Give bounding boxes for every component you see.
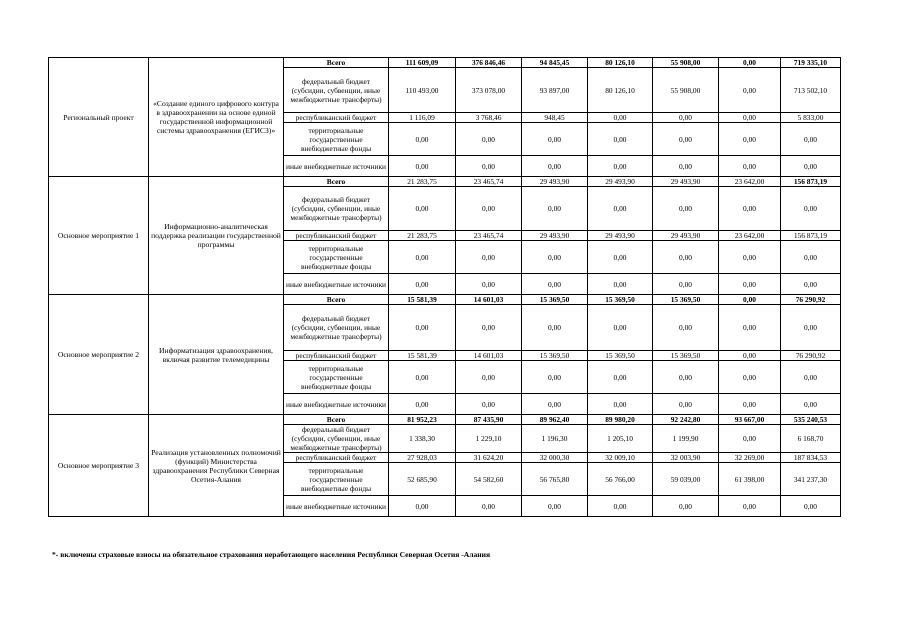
value-cell: 89 962,40 <box>522 415 588 425</box>
value-cell: 0,00 <box>719 241 781 274</box>
value-cell: 0,00 <box>719 113 781 123</box>
funding-source-cell: иные внебюджетные источники <box>284 496 389 517</box>
value-cell: 0,00 <box>456 123 522 156</box>
value-cell: 1 199,90 <box>653 425 719 453</box>
value-cell: 0,00 <box>522 361 588 394</box>
table-row <box>49 177 841 187</box>
funding-source-cell: Всего <box>284 58 389 68</box>
value-cell: 948,45 <box>522 113 588 123</box>
value-cell: 93 897,00 <box>522 68 588 113</box>
value-cell: 0,00 <box>522 496 588 517</box>
section-description-cell: Информационно-аналитическая поддержка реализации государственной программы <box>149 177 284 295</box>
table-row <box>49 415 841 425</box>
value-cell: 15 369,50 <box>653 295 719 305</box>
value-cell: 1 205,10 <box>588 425 653 453</box>
value-cell: 0,00 <box>522 274 588 295</box>
value-cell: 0,00 <box>588 305 653 351</box>
value-cell: 0,00 <box>719 274 781 295</box>
value-cell: 0,00 <box>719 361 781 394</box>
value-cell: 0,00 <box>389 305 456 351</box>
value-cell: 0,00 <box>456 187 522 231</box>
value-cell: 14 601,03 <box>456 295 522 305</box>
value-cell: 0,00 <box>781 496 841 517</box>
value-cell: 0,00 <box>389 241 456 274</box>
value-cell: 1 229,10 <box>456 425 522 453</box>
value-cell: 719 335,10 <box>781 58 841 68</box>
value-cell: 341 237,30 <box>781 463 841 496</box>
value-cell: 29 493,90 <box>588 231 653 241</box>
value-cell: 0,00 <box>588 274 653 295</box>
footnote: *- включены страховые взносы на обязательное страхования неработающего населения Республики Северная Осетия -Алания <box>52 550 491 559</box>
value-cell: 0,00 <box>719 295 781 305</box>
value-cell: 0,00 <box>653 394 719 415</box>
table-row <box>49 58 841 68</box>
section-type-cell: Основное мероприятие 1 <box>49 177 149 295</box>
value-cell: 15 369,50 <box>588 295 653 305</box>
funding-source-cell: территориальные государственные внебюджетные фонды <box>284 463 389 496</box>
value-cell: 61 398,00 <box>719 463 781 496</box>
value-cell: 31 624,20 <box>456 453 522 463</box>
value-cell: 0,00 <box>588 187 653 231</box>
value-cell: 0,00 <box>781 156 841 177</box>
value-cell: 713 502,10 <box>781 68 841 113</box>
value-cell: 93 667,00 <box>719 415 781 425</box>
value-cell: 0,00 <box>719 394 781 415</box>
value-cell: 0,00 <box>588 241 653 274</box>
value-cell: 0,00 <box>719 187 781 231</box>
value-cell: 0,00 <box>653 187 719 231</box>
section-type-cell: Основное мероприятие 3 <box>49 415 149 517</box>
funding-source-cell: республиканский бюджет <box>284 351 389 361</box>
value-cell: 0,00 <box>389 274 456 295</box>
funding-source-cell: Всего <box>284 415 389 425</box>
value-cell: 156 873,19 <box>781 177 841 187</box>
value-cell: 0,00 <box>522 241 588 274</box>
value-cell: 0,00 <box>653 113 719 123</box>
value-cell: 0,00 <box>781 394 841 415</box>
value-cell: 0,00 <box>588 123 653 156</box>
funding-source-cell: федеральный бюджет (субсидии, субвенции, иные межбюджетные трансферты) <box>284 425 389 453</box>
value-cell: 0,00 <box>588 496 653 517</box>
value-cell: 0,00 <box>389 394 456 415</box>
value-cell: 0,00 <box>719 58 781 68</box>
value-cell: 376 846,46 <box>456 58 522 68</box>
value-cell: 373 078,00 <box>456 68 522 113</box>
funding-source-cell: территориальные государственные внебюджетные фонды <box>284 361 389 394</box>
value-cell: 0,00 <box>588 394 653 415</box>
value-cell: 29 493,90 <box>522 231 588 241</box>
value-cell: 0,00 <box>719 156 781 177</box>
value-cell: 0,00 <box>781 305 841 351</box>
value-cell: 52 685,90 <box>389 463 456 496</box>
funding-source-cell: республиканский бюджет <box>284 113 389 123</box>
value-cell: 0,00 <box>781 361 841 394</box>
funding-source-cell: Всего <box>284 295 389 305</box>
value-cell: 0,00 <box>653 361 719 394</box>
section-type-cell: Основное мероприятие 2 <box>49 295 149 415</box>
value-cell: 29 493,90 <box>653 177 719 187</box>
value-cell: 15 369,50 <box>522 351 588 361</box>
value-cell: 56 766,00 <box>588 463 653 496</box>
section-type-cell: Региональный проект <box>49 58 149 177</box>
value-cell: 0,00 <box>719 425 781 453</box>
value-cell: 0,00 <box>719 496 781 517</box>
value-cell: 0,00 <box>522 394 588 415</box>
funding-source-cell: республиканский бюджет <box>284 231 389 241</box>
value-cell: 15 369,50 <box>522 295 588 305</box>
funding-source-cell: территориальные государственные внебюджетные фонды <box>284 123 389 156</box>
value-cell: 59 039,00 <box>653 463 719 496</box>
value-cell: 0,00 <box>653 274 719 295</box>
value-cell: 0,00 <box>389 123 456 156</box>
value-cell: 0,00 <box>522 156 588 177</box>
value-cell: 14 601,03 <box>456 351 522 361</box>
value-cell: 55 908,00 <box>653 68 719 113</box>
value-cell: 0,00 <box>781 123 841 156</box>
value-cell: 0,00 <box>522 305 588 351</box>
value-cell: 0,00 <box>653 305 719 351</box>
value-cell: 32 009,10 <box>588 453 653 463</box>
value-cell: 0,00 <box>456 156 522 177</box>
value-cell: 23 642,00 <box>719 231 781 241</box>
value-cell: 0,00 <box>588 113 653 123</box>
value-cell: 0,00 <box>522 187 588 231</box>
value-cell: 0,00 <box>781 187 841 231</box>
value-cell: 32 000,30 <box>522 453 588 463</box>
value-cell: 156 873,19 <box>781 231 841 241</box>
value-cell: 0,00 <box>456 274 522 295</box>
value-cell: 76 290,92 <box>781 295 841 305</box>
value-cell: 0,00 <box>653 156 719 177</box>
value-cell: 80 126,10 <box>588 68 653 113</box>
value-cell: 535 240,53 <box>781 415 841 425</box>
value-cell: 15 369,50 <box>653 351 719 361</box>
value-cell: 110 493,00 <box>389 68 456 113</box>
value-cell: 89 980,20 <box>588 415 653 425</box>
value-cell: 32 269,00 <box>719 453 781 463</box>
value-cell: 0,00 <box>719 351 781 361</box>
value-cell: 111 609,09 <box>389 58 456 68</box>
value-cell: 0,00 <box>719 68 781 113</box>
value-cell: 0,00 <box>522 123 588 156</box>
value-cell: 15 581,39 <box>389 295 456 305</box>
funding-source-cell: федеральный бюджет (субсидии, субвенции, иные межбюджетные трансферты) <box>284 305 389 351</box>
value-cell: 21 283,75 <box>389 177 456 187</box>
funding-source-cell: территориальные государственные внебюджетные фонды <box>284 241 389 274</box>
section-description-cell: «Создание единого цифрового контура в здравоохранении на основе единой государственной информационной системы здравоохранения (ЕГИСЗ)» <box>149 58 284 177</box>
value-cell: 0,00 <box>389 496 456 517</box>
value-cell: 1 196,30 <box>522 425 588 453</box>
value-cell: 0,00 <box>588 361 653 394</box>
table-row <box>49 295 841 305</box>
value-cell: 0,00 <box>456 305 522 351</box>
value-cell: 21 283,75 <box>389 231 456 241</box>
value-cell: 27 928,03 <box>389 453 456 463</box>
value-cell: 54 582,60 <box>456 463 522 496</box>
value-cell: 80 126,10 <box>588 58 653 68</box>
value-cell: 0,00 <box>588 156 653 177</box>
value-cell: 23 642,00 <box>719 177 781 187</box>
value-cell: 187 834,53 <box>781 453 841 463</box>
funding-source-cell: иные внебюджетные источники <box>284 394 389 415</box>
value-cell: 15 581,39 <box>389 351 456 361</box>
value-cell: 6 168,70 <box>781 425 841 453</box>
value-cell: 0,00 <box>653 123 719 156</box>
value-cell: 56 765,80 <box>522 463 588 496</box>
value-cell: 29 493,90 <box>653 231 719 241</box>
value-cell: 87 435,90 <box>456 415 522 425</box>
value-cell: 92 242,80 <box>653 415 719 425</box>
value-cell: 0,00 <box>456 394 522 415</box>
value-cell: 1 116,09 <box>389 113 456 123</box>
value-cell: 0,00 <box>389 156 456 177</box>
section-description-cell: Реализация установленных полномочий (функций) Министерства здравоохранения Республики Северная Осетия-Алания <box>149 415 284 517</box>
funding-source-cell: Всего <box>284 177 389 187</box>
funding-source-cell: иные внебюджетные источники <box>284 274 389 295</box>
value-cell: 5 833,00 <box>781 113 841 123</box>
value-cell: 55 908,00 <box>653 58 719 68</box>
value-cell: 81 952,23 <box>389 415 456 425</box>
value-cell: 1 338,30 <box>389 425 456 453</box>
funding-source-cell: иные внебюджетные источники <box>284 156 389 177</box>
value-cell: 0,00 <box>456 361 522 394</box>
value-cell: 0,00 <box>781 241 841 274</box>
value-cell: 76 290,92 <box>781 351 841 361</box>
table-body <box>49 58 841 517</box>
value-cell: 23 465,74 <box>456 231 522 241</box>
value-cell: 0,00 <box>456 496 522 517</box>
funding-source-cell: федеральный бюджет (субсидии, субвенции, иные межбюджетные трансферты) <box>284 187 389 231</box>
funding-source-cell: федеральный бюджет (субсидии, субвенции, иные межбюджетные трансферты) <box>284 68 389 113</box>
section-description-cell: Информатизация здравоохранения, включая развитие телемедицины <box>149 295 284 415</box>
value-cell: 94 845,45 <box>522 58 588 68</box>
value-cell: 3 768,46 <box>456 113 522 123</box>
value-cell: 29 493,90 <box>522 177 588 187</box>
value-cell: 0,00 <box>719 305 781 351</box>
value-cell: 0,00 <box>653 496 719 517</box>
value-cell: 0,00 <box>781 274 841 295</box>
funding-table <box>48 57 841 517</box>
value-cell: 0,00 <box>653 241 719 274</box>
funding-source-cell: республиканский бюджет <box>284 453 389 463</box>
value-cell: 15 369,50 <box>588 351 653 361</box>
value-cell: 32 003,90 <box>653 453 719 463</box>
value-cell: 0,00 <box>456 241 522 274</box>
value-cell: 23 465,74 <box>456 177 522 187</box>
value-cell: 0,00 <box>389 187 456 231</box>
value-cell: 29 493,90 <box>588 177 653 187</box>
value-cell: 0,00 <box>719 123 781 156</box>
value-cell: 0,00 <box>389 361 456 394</box>
